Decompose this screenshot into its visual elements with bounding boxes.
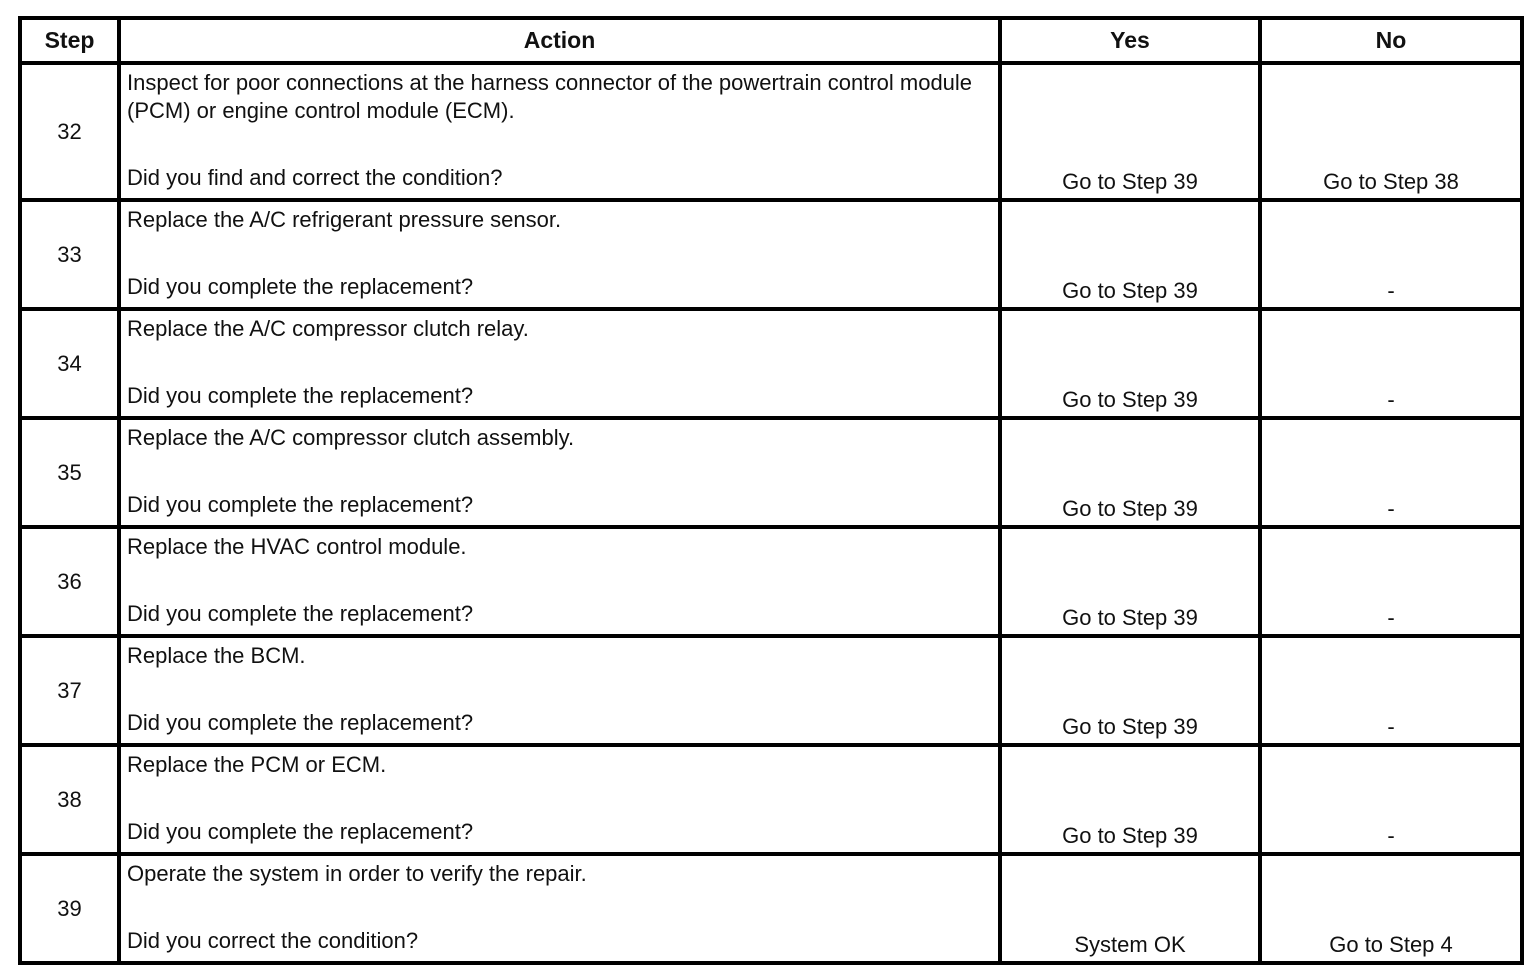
action-cell xyxy=(119,63,1000,200)
action-text: Replace the BCM. xyxy=(127,643,306,668)
yes-result: System OK xyxy=(1000,854,1260,963)
action-text: Replace the PCM or ECM. xyxy=(127,752,387,777)
step-number: 39 xyxy=(20,854,119,963)
header-row xyxy=(20,18,1522,63)
question-text: Did you complete the replacement? xyxy=(127,274,474,299)
header-yes: Yes xyxy=(1000,18,1260,63)
table-row xyxy=(20,636,1522,745)
step-number: 33 xyxy=(20,200,119,309)
action-text: Inspect for poor connections at the harness connector of the powertrain control module (PCM) or engine control module (ECM). xyxy=(127,70,973,123)
action-text: Replace the A/C compressor clutch relay. xyxy=(127,316,529,341)
table-row xyxy=(20,200,1522,309)
yes-result: Go to Step 39 xyxy=(1000,309,1260,418)
table-body xyxy=(20,63,1522,963)
no-result: Go to Step 4 xyxy=(1260,854,1522,963)
step-number: 38 xyxy=(20,745,119,854)
yes-result: Go to Step 39 xyxy=(1000,63,1260,200)
question-text: Did you complete the replacement? xyxy=(127,819,474,844)
step-number: 35 xyxy=(20,418,119,527)
question-text: Did you correct the condition? xyxy=(127,928,419,953)
yes-result: Go to Step 39 xyxy=(1000,200,1260,309)
action-cell xyxy=(119,309,1000,418)
question-text: Did you complete the replacement? xyxy=(127,710,474,735)
step-number: 32 xyxy=(20,63,119,200)
action-cell xyxy=(119,418,1000,527)
header-action: Action xyxy=(119,18,1000,63)
question-text: Did you find and correct the condition? xyxy=(127,165,503,190)
question-text: Did you complete the replacement? xyxy=(127,601,474,626)
no-result: - xyxy=(1260,636,1522,745)
action-cell xyxy=(119,527,1000,636)
action-text: Operate the system in order to verify the repair. xyxy=(127,861,587,886)
yes-result: Go to Step 39 xyxy=(1000,636,1260,745)
step-number: 36 xyxy=(20,527,119,636)
table-row xyxy=(20,309,1522,418)
question-text: Did you complete the replacement? xyxy=(127,492,474,517)
header-no: No xyxy=(1260,18,1522,63)
action-cell xyxy=(119,200,1000,309)
no-result: - xyxy=(1260,309,1522,418)
header-step: Step xyxy=(20,18,119,63)
yes-result: Go to Step 39 xyxy=(1000,418,1260,527)
action-text: Replace the A/C refrigerant pressure sensor. xyxy=(127,207,562,232)
action-cell xyxy=(119,636,1000,745)
table-row xyxy=(20,63,1522,200)
step-number: 34 xyxy=(20,309,119,418)
step-number: 37 xyxy=(20,636,119,745)
table-row xyxy=(20,418,1522,527)
action-text: Replace the HVAC control module. xyxy=(127,534,467,559)
action-cell xyxy=(119,854,1000,963)
table-row xyxy=(20,745,1522,854)
diagnostic-table xyxy=(18,16,1524,965)
no-result: - xyxy=(1260,745,1522,854)
no-result: - xyxy=(1260,527,1522,636)
action-cell xyxy=(119,745,1000,854)
table-row xyxy=(20,527,1522,636)
table-header xyxy=(20,18,1522,63)
question-text: Did you complete the replacement? xyxy=(127,383,474,408)
no-result: - xyxy=(1260,200,1522,309)
table-row xyxy=(20,854,1522,963)
yes-result: Go to Step 39 xyxy=(1000,745,1260,854)
action-text: Replace the A/C compressor clutch assembly. xyxy=(127,425,575,450)
no-result: - xyxy=(1260,418,1522,527)
yes-result: Go to Step 39 xyxy=(1000,527,1260,636)
no-result: Go to Step 38 xyxy=(1260,63,1522,200)
